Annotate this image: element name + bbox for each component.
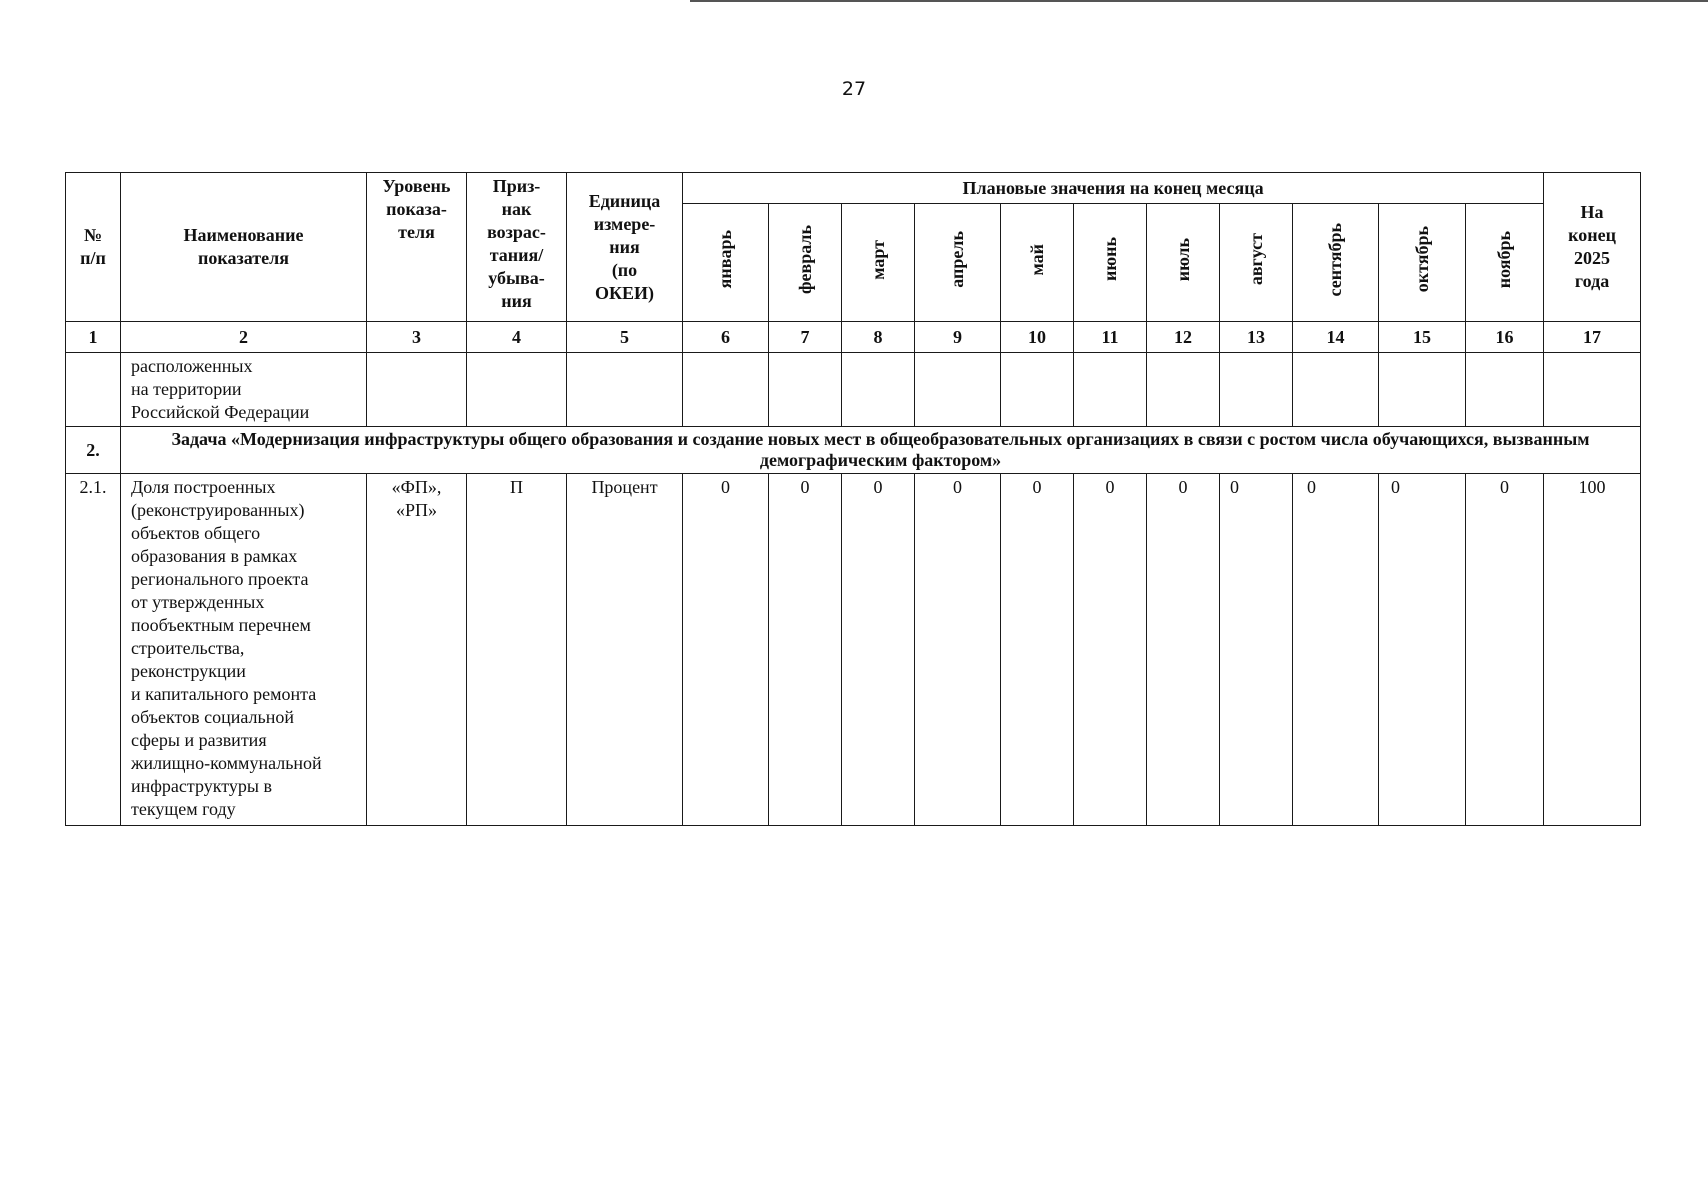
header-trend-sign: Приз- нак возрас- тания/ убыва- ния: [467, 173, 567, 322]
indicator-name: Доля построенных (реконструированных) объектов общего образования в рамках регионального проекта от утвержденных пообъектным перечнем строительства, реконструкции и капитального ремонта объектов социальной сферы и развития жилищно-коммунальной инфраструктуры в текущем году: [121, 474, 367, 826]
empty-cell: [467, 353, 567, 427]
column-number: 8: [842, 322, 915, 353]
header-month: октябрь: [1379, 204, 1466, 322]
header-month: июнь: [1074, 204, 1147, 322]
monthly-value: 0: [683, 474, 769, 826]
empty-cell: [1001, 353, 1074, 427]
column-number: 11: [1074, 322, 1147, 353]
empty-cell: [367, 353, 467, 427]
indicator-trend-sign: П: [467, 474, 567, 826]
column-number: 7: [769, 322, 842, 353]
column-number: 9: [915, 322, 1001, 353]
empty-cell: [1293, 353, 1379, 427]
header-unit: Единица измере- ния (по ОКЕИ): [567, 173, 683, 322]
monthly-value: 0: [1293, 474, 1379, 826]
top-edge-line: [690, 0, 1708, 2]
continuation-row: [66, 353, 1641, 427]
column-number: 14: [1293, 322, 1379, 353]
column-number: 15: [1379, 322, 1466, 353]
empty-cell: [1147, 353, 1220, 427]
column-number: 16: [1466, 322, 1544, 353]
empty-cell: [769, 353, 842, 427]
monthly-value: 0: [1220, 474, 1293, 826]
indicators-table: [65, 172, 1641, 826]
monthly-value: 0: [1379, 474, 1466, 826]
empty-cell: [1544, 353, 1641, 427]
column-number: 1: [66, 322, 121, 353]
indicator-number: 2.1.: [66, 474, 121, 826]
header-month: ноябрь: [1466, 204, 1544, 322]
header-month: март: [842, 204, 915, 322]
empty-cell: [1220, 353, 1293, 427]
empty-cell: [1074, 353, 1147, 427]
column-number: 6: [683, 322, 769, 353]
year-end-value: 100: [1544, 474, 1641, 826]
column-number: 10: [1001, 322, 1074, 353]
header-month: апрель: [915, 204, 1001, 322]
task-title: Задача «Модернизация инфраструктуры общего образования и создание новых мест в общеобразовательных организациях в связи с ростом числа обучающихся, вызванным демографическим фактором»: [121, 427, 1641, 474]
empty-cell: [842, 353, 915, 427]
page-number: 27: [841, 78, 867, 100]
indicator-unit: Процент: [567, 474, 683, 826]
header-month: сентябрь: [1293, 204, 1379, 322]
monthly-value: 0: [1074, 474, 1147, 826]
indicator-row: [66, 474, 1641, 826]
header-number: № п/п: [66, 173, 121, 322]
empty-cell: [915, 353, 1001, 427]
empty-cell: [567, 353, 683, 427]
monthly-value: 0: [1147, 474, 1220, 826]
column-number: 5: [567, 322, 683, 353]
monthly-value: 0: [769, 474, 842, 826]
header-month: август: [1220, 204, 1293, 322]
continuation-number-cell: [66, 353, 121, 427]
header-month: май: [1001, 204, 1074, 322]
header-row-top: [66, 173, 1641, 204]
task-row: [66, 427, 1641, 474]
header-indicator-name: Наименование показателя: [121, 173, 367, 322]
empty-cell: [683, 353, 769, 427]
empty-cell: [1379, 353, 1466, 427]
column-number-row: [66, 322, 1641, 353]
column-number: 4: [467, 322, 567, 353]
continuation-name: расположенных на территории Российской Федерации: [121, 353, 367, 427]
column-number: 2: [121, 322, 367, 353]
column-number: 17: [1544, 322, 1641, 353]
empty-cell: [1466, 353, 1544, 427]
header-month: июль: [1147, 204, 1220, 322]
column-number: 12: [1147, 322, 1220, 353]
header-monthly-group: Плановые значения на конец месяца: [683, 173, 1544, 204]
header-level: Уровень показа- теля: [367, 173, 467, 322]
column-number: 13: [1220, 322, 1293, 353]
task-number: 2.: [66, 427, 121, 474]
indicator-level: «ФП», «РП»: [367, 474, 467, 826]
header-month: февраль: [769, 204, 842, 322]
monthly-value: 0: [1001, 474, 1074, 826]
monthly-value: 0: [915, 474, 1001, 826]
header-month: январь: [683, 204, 769, 322]
header-year-end: На конец 2025 года: [1544, 173, 1641, 322]
monthly-value: 0: [1466, 474, 1544, 826]
column-number: 3: [367, 322, 467, 353]
monthly-value: 0: [842, 474, 915, 826]
